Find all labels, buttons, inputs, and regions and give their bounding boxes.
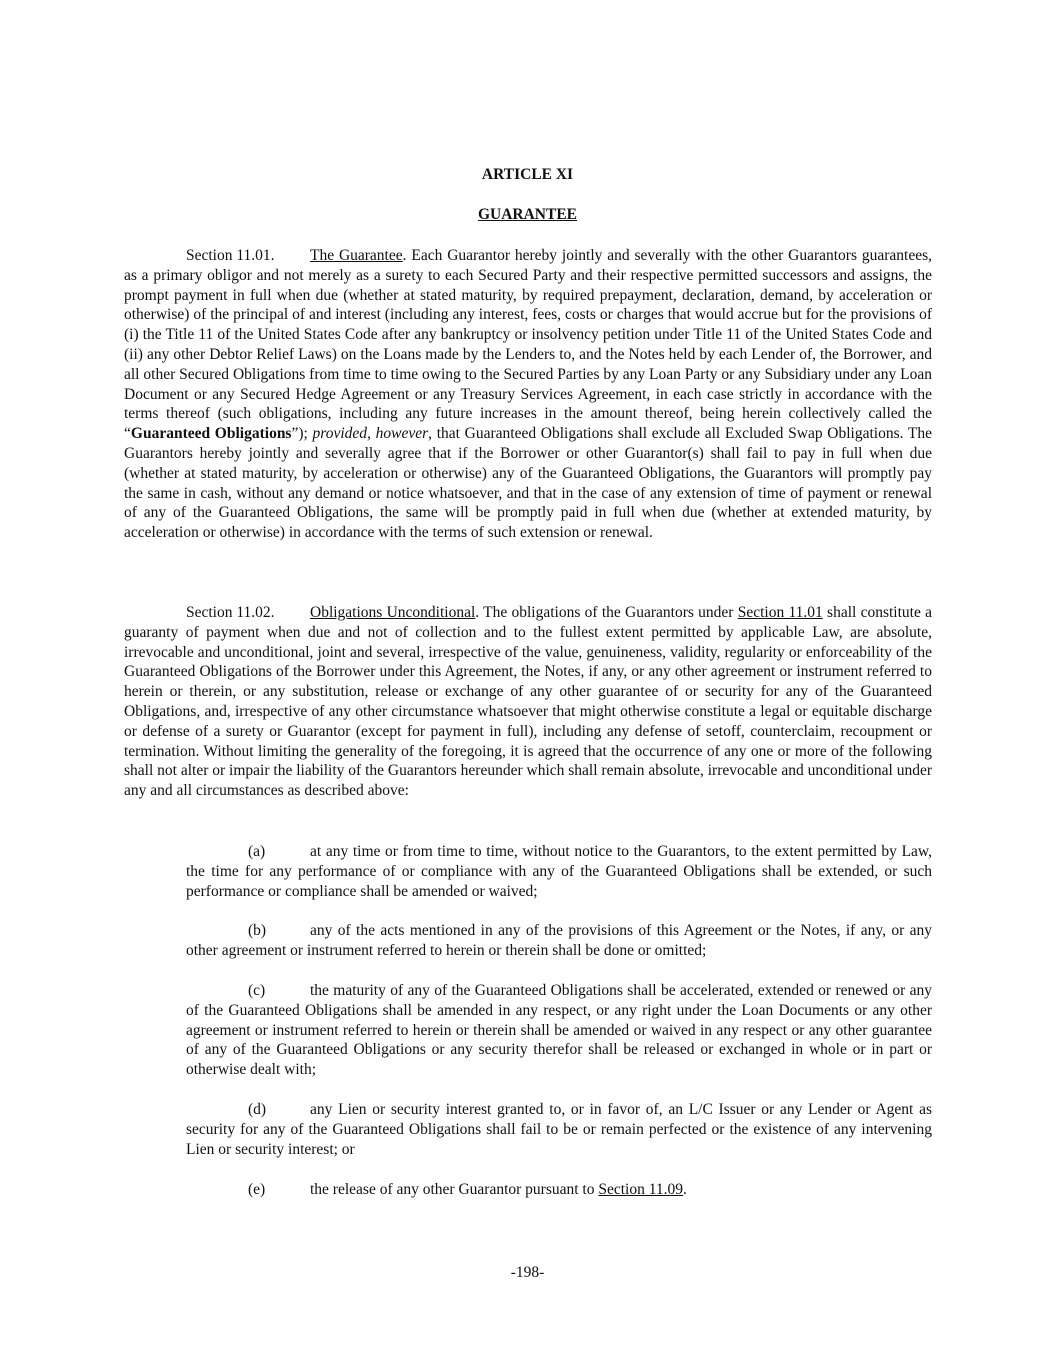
section-11-02-title: Obligations Unconditional	[310, 604, 476, 621]
clause-d-text: any Lien or security interest granted to, or in favor of, an L/C Issuer or any Lender or Agent as security for any of the Guaranteed Obligations shall fail to be or remain perfected or the existence of any intervening Lien or security interest; or	[186, 1101, 932, 1158]
clause-b-text: any of the acts mentioned in any of the provisions of this Agreement or the Notes, if any, or any other agreement or instrument referred to herein or therein shall be done or omitted;	[186, 922, 932, 959]
clause-d	[186, 1100, 932, 1159]
section-11-01-paragraph	[124, 246, 932, 543]
section-11-02-text-1: . The obligations of the Guarantors under	[475, 604, 738, 621]
cross-reference-section-11-01: Section 11.01	[737, 604, 823, 621]
section-11-02-text-2: shall constitute a guaranty of payment when due and not of collection and to the fullest extent permitted by applicable Law, are absolute, irrevocable and unconditional, joint and several, irrespective of the value, genuineness, validity, regularity or enforceability of the Guaranteed Obligations of the Borrower under this Agreement, the Notes, if any, or any other agreement or instrument referred to herein or therein, or any substitution, release or exchange of any other guarantee of or security for any of the Guaranteed Obligations, and, irrespective of any other circumstance whatsoever that might otherwise constitute a legal or equitable discharge or defense of a surety or Guarantor (except for payment in full), including any defense of setoff, counterclaim, recoupment or termination. Without limiting the generality of the foregoing, it is agreed that the occurrence of any one or more of the following shall not alter or impair the liability of the Guarantors hereunder which shall remain absolute, irrevocable and unconditional under any and all circumstances as described above:	[124, 604, 932, 800]
section-11-01-number: Section 11.01.	[186, 247, 275, 264]
clause-b	[186, 921, 932, 961]
clause-d-label: (d)	[248, 1101, 267, 1118]
defined-term-guaranteed-obligations: Guaranteed Obligations	[130, 425, 292, 443]
cross-reference-section-11-09: Section 11.09	[598, 1181, 684, 1198]
clause-e-text: the release of any other Guarantor pursuant to	[310, 1181, 599, 1198]
page-number: -198-	[510, 1264, 545, 1281]
italic-provided: provided	[312, 425, 368, 443]
clause-e-label: (e)	[248, 1181, 266, 1198]
clause-b-label: (b)	[248, 922, 267, 939]
clause-c-label: (c)	[248, 982, 266, 999]
clause-e	[186, 1180, 932, 1200]
section-11-01-text-4: , that Guaranteed Obligations shall exclude all Excluded Swap Obligations. The Guarantors hereby jointly and severally agree that if the Borrower or other Guarantor(s) shall fail to pay in full when due (whether at stated maturity, by acceleration or otherwise) any of the Guaranteed Obligations, the Guarantors will promptly pay the same in cash, without any demand or notice whatsoever, and that in the case of any extension of time of payment or renewal of any of the Guaranteed Obligations, the same will be promptly paid in full when due (whether at extended maturity, by acceleration or otherwise) in accordance with the terms of such extension or renewal.	[124, 425, 932, 542]
section-11-02-number: Section 11.02.	[186, 604, 275, 621]
section-11-01-title: The Guarantee	[310, 247, 403, 264]
section-11-01-text-3: ,	[367, 425, 376, 443]
clause-e-end: .	[683, 1181, 687, 1198]
clause-c-text: the maturity of any of the Guaranteed Obligations shall be accelerated, extended or renewed or any of the Guaranteed Obligations shall be amended in any respect, or any right under the Loan Documents or any other agreement or instrument referred to herein or therein shall be amended or waived in any respect or any other guarantee of any of the Guaranteed Obligations or any security therefor shall be released or exchanged in whole or in part or otherwise dealt with;	[186, 982, 932, 1079]
clause-a-text: at any time or from time to time, without notice to the Guarantors, to the extent permitted by Law, the time for any performance of or compliance with any of the Guaranteed Obligations shall be extended, or such performance or compliance shall be amended or waived;	[186, 843, 932, 900]
article-title: GUARANTEE	[477, 206, 578, 223]
italic-however: however	[375, 425, 429, 443]
clause-a	[186, 842, 932, 901]
section-11-01-text-2: ”);	[291, 425, 313, 443]
section-11-02-paragraph	[124, 603, 932, 801]
clause-c	[186, 981, 932, 1080]
section-11-01-text-1: . Each Guarantor hereby jointly and severally with the other Guarantors guarantees, as a primary obligor and not merely as a surety to each Secured Party and their respective permitted successors and assigns, the prompt payment in full when due (whether at stated maturity, by required prepayment, declaration, demand, by acceleration or otherwise) of the principal of and interest (including any interest, fees, costs or charges that would accrue but for the provisions of (i) the Title 11 of the United States Code after any bankruptcy or insolvency petition under Title 11 of the United States Code and (ii) any other Debtor Relief Laws) on the Loans made by the Lenders to, and the Notes held by each Lender of, the Borrower, and all other Secured Obligations from time to time owing to the Secured Parties by any Loan Party or any Subsidiary under any Loan Document or any Secured Hedge Agreement or any Treasury Services Agreement, in each case strictly in accordance with the terms thereof (such obligations, including any future increases in the amount thereof, being herein collectively called the “	[124, 247, 932, 443]
clause-a-label: (a)	[248, 843, 266, 860]
article-number: ARTICLE XI	[481, 166, 574, 183]
